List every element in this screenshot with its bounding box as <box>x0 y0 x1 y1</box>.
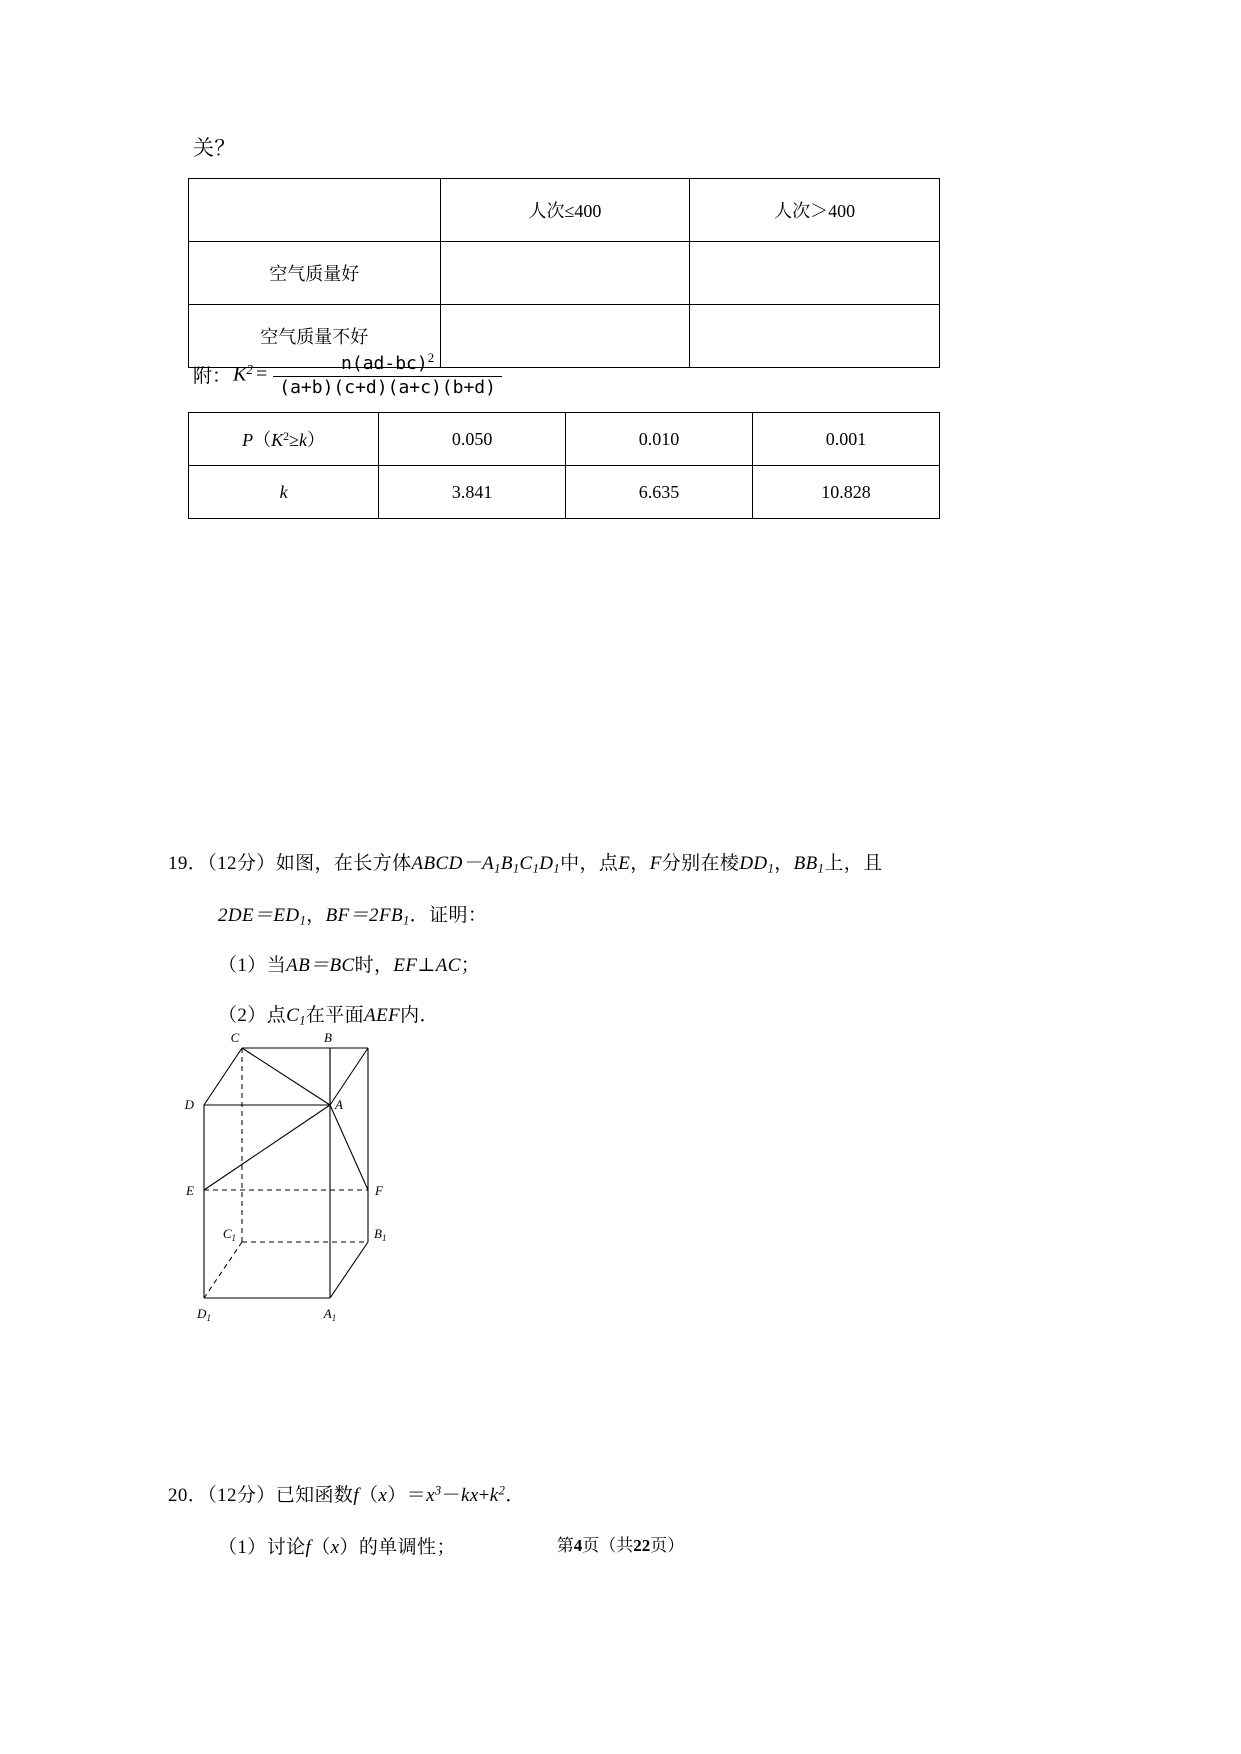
footer-prefix: 第 <box>556 1536 574 1555</box>
formula-numerator-exponent: 2 <box>427 350 435 365</box>
q19-score: （12分） <box>207 853 276 874</box>
q20-sub1-b: 的单调性； <box>358 1537 456 1558</box>
critical-k-value-0: 3.841 <box>379 466 566 519</box>
q20-func-f: f <box>353 1485 360 1506</box>
footer-total-pages: 22 <box>633 1536 651 1555</box>
label-b1: $B_1$ <box>374 1226 387 1243</box>
intro-text: 关？ <box>193 136 236 160</box>
q20-exp-3: 3 <box>434 1483 442 1498</box>
label-d1: $D_1$ <box>197 1306 211 1323</box>
contingency-cell-bad-gt400 <box>690 305 940 368</box>
footer-page-number: 4 <box>573 1536 583 1555</box>
formula-lhs: K <box>233 364 247 387</box>
q19-sub2-number: （2） <box>218 1005 267 1026</box>
q19-text-f: 上，且 <box>824 853 883 874</box>
contingency-header-blank <box>189 179 441 242</box>
q19-sub2-sub: 1 <box>299 1013 306 1028</box>
q19-cond-sub2: 1 <box>402 913 410 928</box>
q20-k: k <box>489 1485 499 1506</box>
critical-p-value-0: 0.050 <box>379 413 566 466</box>
question-19-sub-2 <box>218 1000 439 1029</box>
q20-plus: + <box>478 1485 490 1506</box>
label-c: C <box>230 1030 240 1045</box>
q20-equals: ＝ <box>406 1485 427 1506</box>
question-20-line-1 <box>168 1480 525 1507</box>
edge-c-d <box>204 1048 242 1105</box>
label-c1: $C_1$ <box>222 1226 236 1243</box>
q19-comma-1: ， <box>630 853 650 874</box>
footer-mid: 页（共 <box>582 1536 634 1555</box>
formula-fraction <box>273 351 502 399</box>
q20-var-x2: x <box>426 1485 435 1506</box>
formula-numerator-text: n(ad-bc) <box>341 353 428 375</box>
q19-sub-5: 1 <box>767 861 775 876</box>
q19-number: 19． <box>168 853 208 874</box>
formula-denominator: (a+b)(c+d)(a+c)(b+d) <box>273 376 502 399</box>
hidden-edge-c1-d1 <box>204 1242 242 1298</box>
contingency-row-label-bad: 空气质量不好 <box>189 305 441 368</box>
table-row <box>189 242 940 305</box>
q19-sub2-point: C <box>286 1005 300 1026</box>
q19-text-b: 中，点 <box>560 853 619 874</box>
q19-edge-dd: DD <box>739 853 768 874</box>
q19-sub2-plane: AEF <box>364 1005 401 1026</box>
critical-value-table <box>188 412 940 519</box>
q19-cond-comma: ， <box>306 905 326 926</box>
critical-row-label-k: k <box>189 466 379 519</box>
q20-minus: － <box>441 1485 461 1506</box>
contingency-row-label-good: 空气质量好 <box>189 242 441 305</box>
q19-sub2-a: 点 <box>266 1005 287 1026</box>
contingency-header-le400: 人次≤400 <box>440 179 690 242</box>
q19-sub2-e: 内． <box>400 1005 439 1026</box>
critical-k-value-1: 6.635 <box>566 466 753 519</box>
q19-sub1-c: 时， <box>354 955 394 976</box>
q20-kx: kx <box>461 1485 479 1506</box>
page-footer <box>0 1531 1241 1556</box>
q19-sub2-c: 在平面 <box>305 1005 365 1026</box>
paren-open: （ <box>253 430 272 450</box>
diagonal-c-a <box>242 1048 330 1105</box>
q19-sub-1: 1 <box>494 861 501 876</box>
k-lower-symbol: k <box>298 430 307 450</box>
chisquare-formula <box>193 351 502 399</box>
question-19-line-1 <box>168 848 883 877</box>
q20-number: 20． <box>168 1485 208 1506</box>
q19-point-e: E <box>618 853 631 874</box>
label-e: E <box>186 1183 194 1198</box>
label-f: F <box>375 1183 383 1198</box>
q19-cond-c: BF＝2FB <box>325 905 403 926</box>
q19-sub-2: 1 <box>512 861 520 876</box>
k-symbol: K <box>271 430 284 450</box>
q20-sub1-x: x <box>330 1537 340 1558</box>
table-row <box>189 466 940 519</box>
q19-sub1-a: 当 <box>266 955 287 976</box>
q19-cond-sub1: 1 <box>299 913 307 928</box>
q20-score: （12分） <box>207 1485 276 1506</box>
formula-lead: 附： <box>193 366 232 388</box>
label-a: A <box>335 1097 343 1112</box>
segment-e-a <box>204 1105 330 1190</box>
formula-equals: = <box>255 363 268 386</box>
formula-numerator <box>335 351 440 376</box>
q19-solid-3: C <box>519 853 533 874</box>
q19-sub1-cond: AB＝BC <box>286 955 355 976</box>
q20-var-x: x <box>378 1485 388 1506</box>
paren-close: ） <box>306 430 325 450</box>
critical-p-value-1: 0.010 <box>566 413 753 466</box>
q19-sub-6: 1 <box>817 861 825 876</box>
critical-row-label-p <box>189 413 379 466</box>
contingency-table <box>188 178 940 368</box>
q19-cond-a: 2DE＝ED <box>218 905 300 926</box>
segment-a-f <box>330 1105 368 1190</box>
q20-text-a: 已知函数 <box>275 1485 354 1506</box>
contingency-cell-good-gt400 <box>690 242 940 305</box>
q20-paren-1: （ <box>359 1485 379 1506</box>
q19-sub1-number: （1） <box>218 955 267 976</box>
q20-period: ． <box>505 1485 525 1506</box>
q20-paren-2: ） <box>387 1485 407 1506</box>
q19-sub-3: 1 <box>532 861 540 876</box>
q19-edge-bb: BB <box>793 853 818 874</box>
formula-lhs-exponent: 2 <box>246 362 253 378</box>
q19-point-f: F <box>649 853 662 874</box>
edge-a1-b1 <box>330 1242 368 1298</box>
contingency-header-gt400: 人次＞400 <box>690 179 940 242</box>
q20-sub1-paren1: （ <box>311 1537 331 1558</box>
q19-sub-4: 1 <box>553 861 561 876</box>
q20-sub1-paren2: ） <box>339 1537 359 1558</box>
q19-sub1-concl: EF⊥AC <box>393 955 461 976</box>
q19-solid-2: B <box>500 853 513 874</box>
q19-cond-d: ．证明： <box>409 905 488 926</box>
question-19-sub-1 <box>218 950 480 977</box>
ge-symbol: ≥ <box>289 430 299 450</box>
critical-k-value-2: 10.828 <box>752 466 939 519</box>
footer-suffix: 页） <box>650 1536 685 1555</box>
q19-comma-2: ， <box>774 853 794 874</box>
q20-exp-2: 2 <box>498 1483 506 1498</box>
q19-solid-1: ABCD－A <box>411 853 495 874</box>
q19-solid-4: D <box>539 853 554 874</box>
q19-text-a: 如图，在长方体 <box>275 853 412 874</box>
table-row <box>189 179 940 242</box>
question-19-line-2 <box>218 900 487 929</box>
label-b: B <box>324 1030 332 1045</box>
rectangular-prism-figure <box>180 1030 410 1330</box>
k-exponent: 2 <box>283 429 290 444</box>
q20-sub1-f: f <box>305 1537 312 1558</box>
q20-sub1-number: （1） <box>218 1537 267 1558</box>
critical-p-value-2: 0.001 <box>752 413 939 466</box>
contingency-cell-good-le400 <box>440 242 690 305</box>
q20-sub1-a: 讨论 <box>266 1537 306 1558</box>
q19-sub1-e: ； <box>460 955 481 976</box>
label-d: D <box>184 1097 194 1112</box>
q19-text-d: 分别在棱 <box>661 853 740 874</box>
label-a1: $A_1$ <box>323 1306 337 1323</box>
table-row <box>189 413 940 466</box>
p-symbol: P <box>242 430 254 450</box>
